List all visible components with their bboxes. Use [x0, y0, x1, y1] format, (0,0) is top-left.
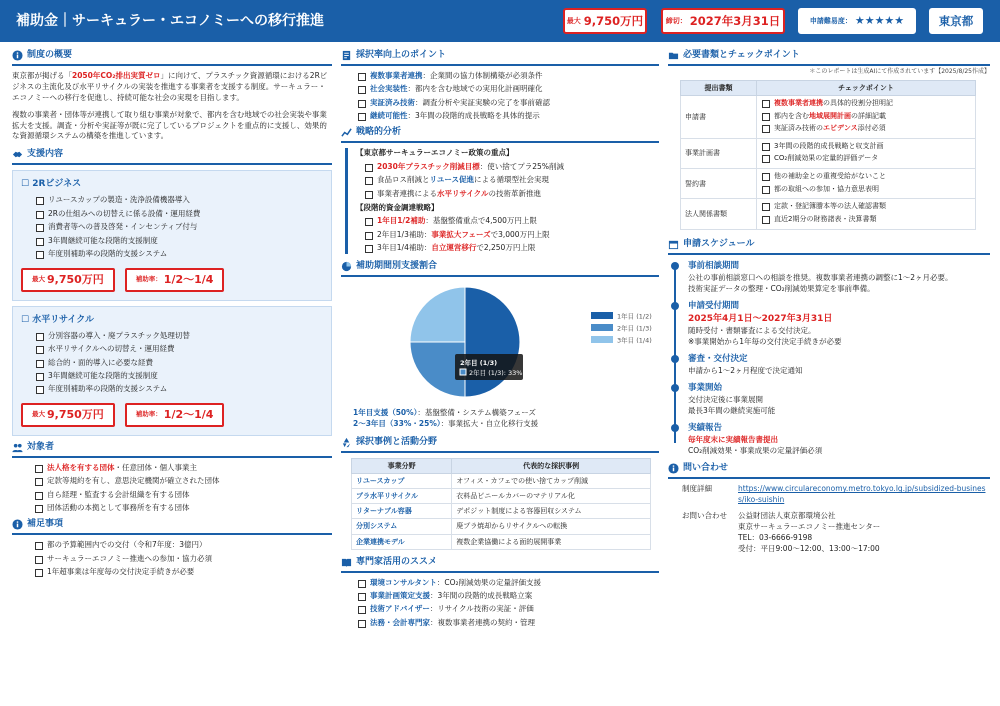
target-heading: 対象者 — [12, 441, 332, 458]
table-row: リユースカップ オフィス・カフェでの使い捨てカップ削減 — [352, 473, 651, 488]
experts-list — [357, 578, 659, 629]
list-item: 食品ロス削減とリユース促進による循環型社会実現 — [364, 175, 659, 186]
timeline-item: 事業開始 交付決定後に事業展開 最長3年間の継続実施可能 — [688, 382, 990, 417]
line-chart-icon — [341, 127, 352, 138]
list-item: 2Rの仕組みへの切替えに係る設備・運用経費 — [35, 209, 323, 220]
schedule-heading: 申請スケジュール — [668, 238, 990, 255]
list-item: 社会実装性：都内を含む地域での実用化計画明確化 — [357, 84, 659, 95]
chart-heading: 補助期間別支援割合 — [341, 260, 659, 277]
pie-chart-icon — [341, 261, 352, 272]
table-row: 事業計画書 3年間の段階的成長戦略と収支計画 CO₂削減効果の定量的評価データ — [681, 138, 976, 168]
document-icon — [341, 50, 352, 61]
timeline-item: 申請受付期間 2025年4月1日〜2027年3月31日 随時受付・書類審査による交付決定。 ※事業開始から1年毎の交付決定手続きが必要 — [688, 300, 990, 348]
table-row: 企業連携モデル 複数企業協働による面的展開事業 — [352, 534, 651, 549]
right-column — [668, 47, 990, 554]
overview-paragraph-2: 複数の事業者・団体等が連携して取り組む事業が対象で、都内を含む地域での社会実装や事業拡大を支援。調査・分析や実証等が既に完了しているプロジェクトを重点的に支援し、効果的な資源循環システムの構築を推進しています。 — [12, 109, 327, 141]
experts-heading: 専門家活用のススメ — [341, 556, 659, 573]
difficulty-badge: 申請難易度： ★★★★★ — [798, 8, 916, 34]
list-item: 環境コンサルタント：CO₂削減効果の定量評価支援 — [357, 578, 659, 589]
list-item: 実証済み技術：調査分析や実証実験の完了を事前確認 — [357, 98, 659, 109]
chart-caption: 1年目支援（50%）：基盤整備・システム構築フェーズ — [353, 408, 536, 418]
support-list — [35, 195, 323, 259]
info-icon — [668, 463, 679, 474]
list-item: 3年間継続可能な段階的支援制度 — [35, 236, 323, 247]
table-row: 誓約書 他の補助金との重複受給がないこと 都の取組への参加・協力意思表明 — [681, 169, 976, 199]
list-item: リユースカップの製造・洗浄設備機器導入 — [35, 195, 323, 206]
legend-swatch — [591, 312, 613, 319]
timeline-item: 審査・交付決定 申請から1〜2ヶ月程度で決定通知 — [688, 353, 990, 377]
max-amount-badge: 最大 9,750万円 — [563, 8, 647, 34]
people-icon — [12, 442, 23, 453]
list-item: 2年目1/3補助：事業拡大フェーズで3,000万円上限 — [364, 230, 659, 241]
table-row: プラ水平リサイクル 衣料品ビニールカバーのマテリアル化 — [352, 489, 651, 504]
max-amount-chip: 最大 9,750万円 — [21, 268, 115, 292]
list-item: 複数事業者連携：企業間の協力体制構築が必須条件 — [357, 71, 659, 82]
info-icon — [12, 50, 23, 61]
supplement-heading: 補足事項 — [12, 518, 332, 535]
strategy-block: 【東京都サーキュラーエコノミー政策の重点】 2030年プラスチック削減目標：使い捨てプラ25%削減 食品ロス削減とリユース促進による循環型社会実現 事業者連携による水平リサイクルの技術革新推進 【段階的資金調達戦略】 1年目1/2補助：基盤整備重点で4,500万円上限 2年目1/3補助：事業拡大フェーズで3,000万円上限 3年目1/4補助：自立運営移行で2,250万円上限 — [345, 148, 659, 254]
list-item: 3年目1/4補助：自立運営移行で2,250万円上限 — [364, 243, 659, 254]
middle-column — [341, 47, 659, 631]
left-column — [12, 47, 332, 580]
target-list — [34, 463, 332, 514]
list-item: 法務・会計専門家：複数事業者連携の契約・管理 — [357, 618, 659, 629]
support-box-title: ☐ 水平リサイクル — [21, 314, 94, 325]
support-box-2r — [12, 170, 332, 300]
list-item: 事業者連携による水平リサイクルの技術革新推進 — [364, 189, 659, 200]
checkbox-icon: ☐ — [21, 314, 33, 325]
chart-tooltip — [455, 354, 523, 380]
pie-slice — [465, 287, 523, 397]
detail-link[interactable]: https://www.circulareconomy.metro.tokyo.lg.jp/subsidized-business/iko-suishin — [738, 484, 986, 505]
list-item: 法人格を有する団体・任意団体・個人事業主 — [34, 463, 332, 474]
rate-chip: 補助率： 1/2〜1/4 — [125, 268, 225, 292]
list-item: 年度別補助率の段階的支援システム — [35, 249, 323, 260]
chart-caption: 2〜3年目（33%・25%）：事業拡大・自立化移行支援 — [353, 418, 539, 428]
list-item: 団体活動の本拠として事務所を有する団体 — [34, 503, 332, 514]
table-header: チェックポイント — [757, 80, 976, 95]
pie-slice — [410, 287, 465, 342]
strategy-list-2 — [364, 216, 659, 254]
table-header: 代表的な採択事例 — [452, 458, 651, 473]
list-item: 年度別補助率の段階的支援システム — [35, 384, 323, 395]
handshake-icon — [12, 149, 23, 160]
header-bar — [0, 0, 1000, 42]
folder-icon — [668, 50, 679, 61]
support-heading: 支援内容 — [12, 148, 332, 165]
cases-heading: 採択事例と活動分野 — [341, 436, 659, 453]
legend-label: 2年目 (1/3) — [617, 324, 652, 333]
list-item: 1年目1/2補助：基盤整備重点で4,500万円上限 — [364, 216, 659, 227]
list-item: 都の予算範囲内での交付（令和7年度：3億円） — [34, 540, 332, 551]
list-item: 自ら経理・監査する会計組織を有する団体 — [34, 490, 332, 501]
legend-label: 3年目 (1/4) — [617, 336, 652, 345]
list-item: 1年超事業は年度毎の交付決定手続きが必要 — [34, 567, 332, 578]
list-item: 定款等規約を有し、意思決定機関が確立された団体 — [34, 476, 332, 487]
list-item: サーキュラーエコノミー推進への参加・協力必須 — [34, 554, 332, 565]
list-item: 3年間継続可能な段階的支援制度 — [35, 371, 323, 382]
calendar-icon — [668, 239, 679, 250]
support-list — [35, 331, 323, 395]
table-row: リターナブル容器 デポジット制度による容器回収システム — [352, 504, 651, 519]
schedule-timeline — [670, 260, 990, 457]
timeline-item: 実績報告 毎年度末に実績報告書提出 CO₂削減効果・事業成果の定量評価必須 — [688, 422, 990, 457]
list-item: 消費者等への普及啓発・インセンティブ付与 — [35, 222, 323, 233]
strategy-heading: 戦略的分析 — [341, 126, 659, 143]
table-row: 分別システム 廃プラ焼却からリサイクルへの転換 — [352, 519, 651, 534]
region-badge: 東京都 — [929, 8, 983, 34]
list-item: 継続可能性：3年間の段階的成長戦略を具体的提示 — [357, 111, 659, 122]
page-title: 補助金｜サーキュラー・エコノミーへの移行推進 — [16, 13, 324, 29]
rate-chip: 補助率： 1/2〜1/4 — [125, 403, 225, 427]
table-row: 申請書 複数事業者連携の具体的役割分担明記 都内を含む地域展開計画の詳細記載 実証済み技術のエビデンス添付必須 — [681, 95, 976, 138]
docs-table — [680, 80, 976, 230]
contact-info-row: お問い合わせ 公益財団法人東京都環境公社 東京サーキュラーエコノミー推進センター TEL：03-6666-9198 受付：平日9:00〜12:00、13:00〜17:00 — [682, 510, 881, 553]
support-box-title: ☐ 2Rビジネス — [21, 179, 82, 190]
points-heading: 採択率向上のポイント — [341, 49, 659, 66]
ai-note: ＊このレポートは生成AIにて作成されています【2025/8/25作成】 — [809, 68, 990, 76]
list-item: 水平リサイクルへの切替え・運用経費 — [35, 344, 323, 355]
book-icon — [341, 557, 352, 568]
checkbox-icon: ☐ — [21, 179, 33, 190]
points-list — [357, 71, 659, 122]
list-item: 分別容器の導入・廃プラスチック処理切替 — [35, 331, 323, 342]
deadline-badge: 締切： 2027年3月31日 — [661, 8, 785, 34]
cases-table — [351, 458, 651, 550]
table-header: 事業分野 — [352, 458, 452, 473]
table-row: 法人関係書類 定款・登記簿謄本等の法人確認書類 直近2期分の財務諸表・決算書類 — [681, 199, 976, 229]
star-rating: ★★★★★ — [854, 14, 905, 28]
list-item: 事業計画策定支援：3年間の段階的成長戦略立案 — [357, 591, 659, 602]
svg-text:2年目 (1/3): 2年目 (1/3) — [460, 359, 498, 368]
pie-chart — [341, 282, 659, 402]
docs-heading: 必要書類とチェックポイント — [668, 49, 990, 66]
info-icon — [12, 519, 23, 530]
max-amount-chip: 最大 9,750万円 — [21, 403, 115, 427]
legend-swatch — [591, 324, 613, 331]
supplement-list — [34, 540, 332, 578]
list-item: 総合的・面的導入に必要な経費 — [35, 358, 323, 369]
svg-text:2年目 (1/3): 33%: 2年目 (1/3): 33% — [469, 369, 523, 378]
support-box-recycle — [12, 306, 332, 436]
contact-heading: 問い合わせ — [668, 462, 990, 479]
contact-detail-row: 制度詳細 https://www.circulareconomy.metro.tokyo.lg.jp/subsidized-business/iko-suishin — [682, 484, 990, 506]
recycle-icon — [341, 437, 352, 448]
list-item: 2030年プラスチック削減目標：使い捨てプラ25%削減 — [364, 162, 659, 173]
overview-heading: 制度の概要 — [12, 49, 332, 66]
legend-swatch — [591, 336, 613, 343]
list-item: 技術アドバイザー：リサイクル技術の実証・評価 — [357, 604, 659, 615]
timeline-item: 事前相談期間 公社の事前相談窓口への相談を推奨。複数事業者連携の調整に1〜2ヶ月必要。 技術実証データの整理・CO₂削減効果算定を事前準備。 — [688, 260, 990, 295]
overview-paragraph-1: 東京都が掲げる「2050年CO₂排出実質ゼロ」に向けて、プラスチック資源循環における2Rビジネスの主流化及び水平リサイクルの実装を推進する事業者を支援する制度。サーキュラー・エコノミーへの移行を促進し、持続可能な社会の実現を目指します。 — [12, 71, 328, 102]
strategy-list-1 — [364, 162, 659, 200]
legend-label: 1年目 (1/2) — [617, 312, 652, 321]
table-header: 提出書類 — [681, 80, 757, 95]
chart-captions — [353, 408, 659, 430]
